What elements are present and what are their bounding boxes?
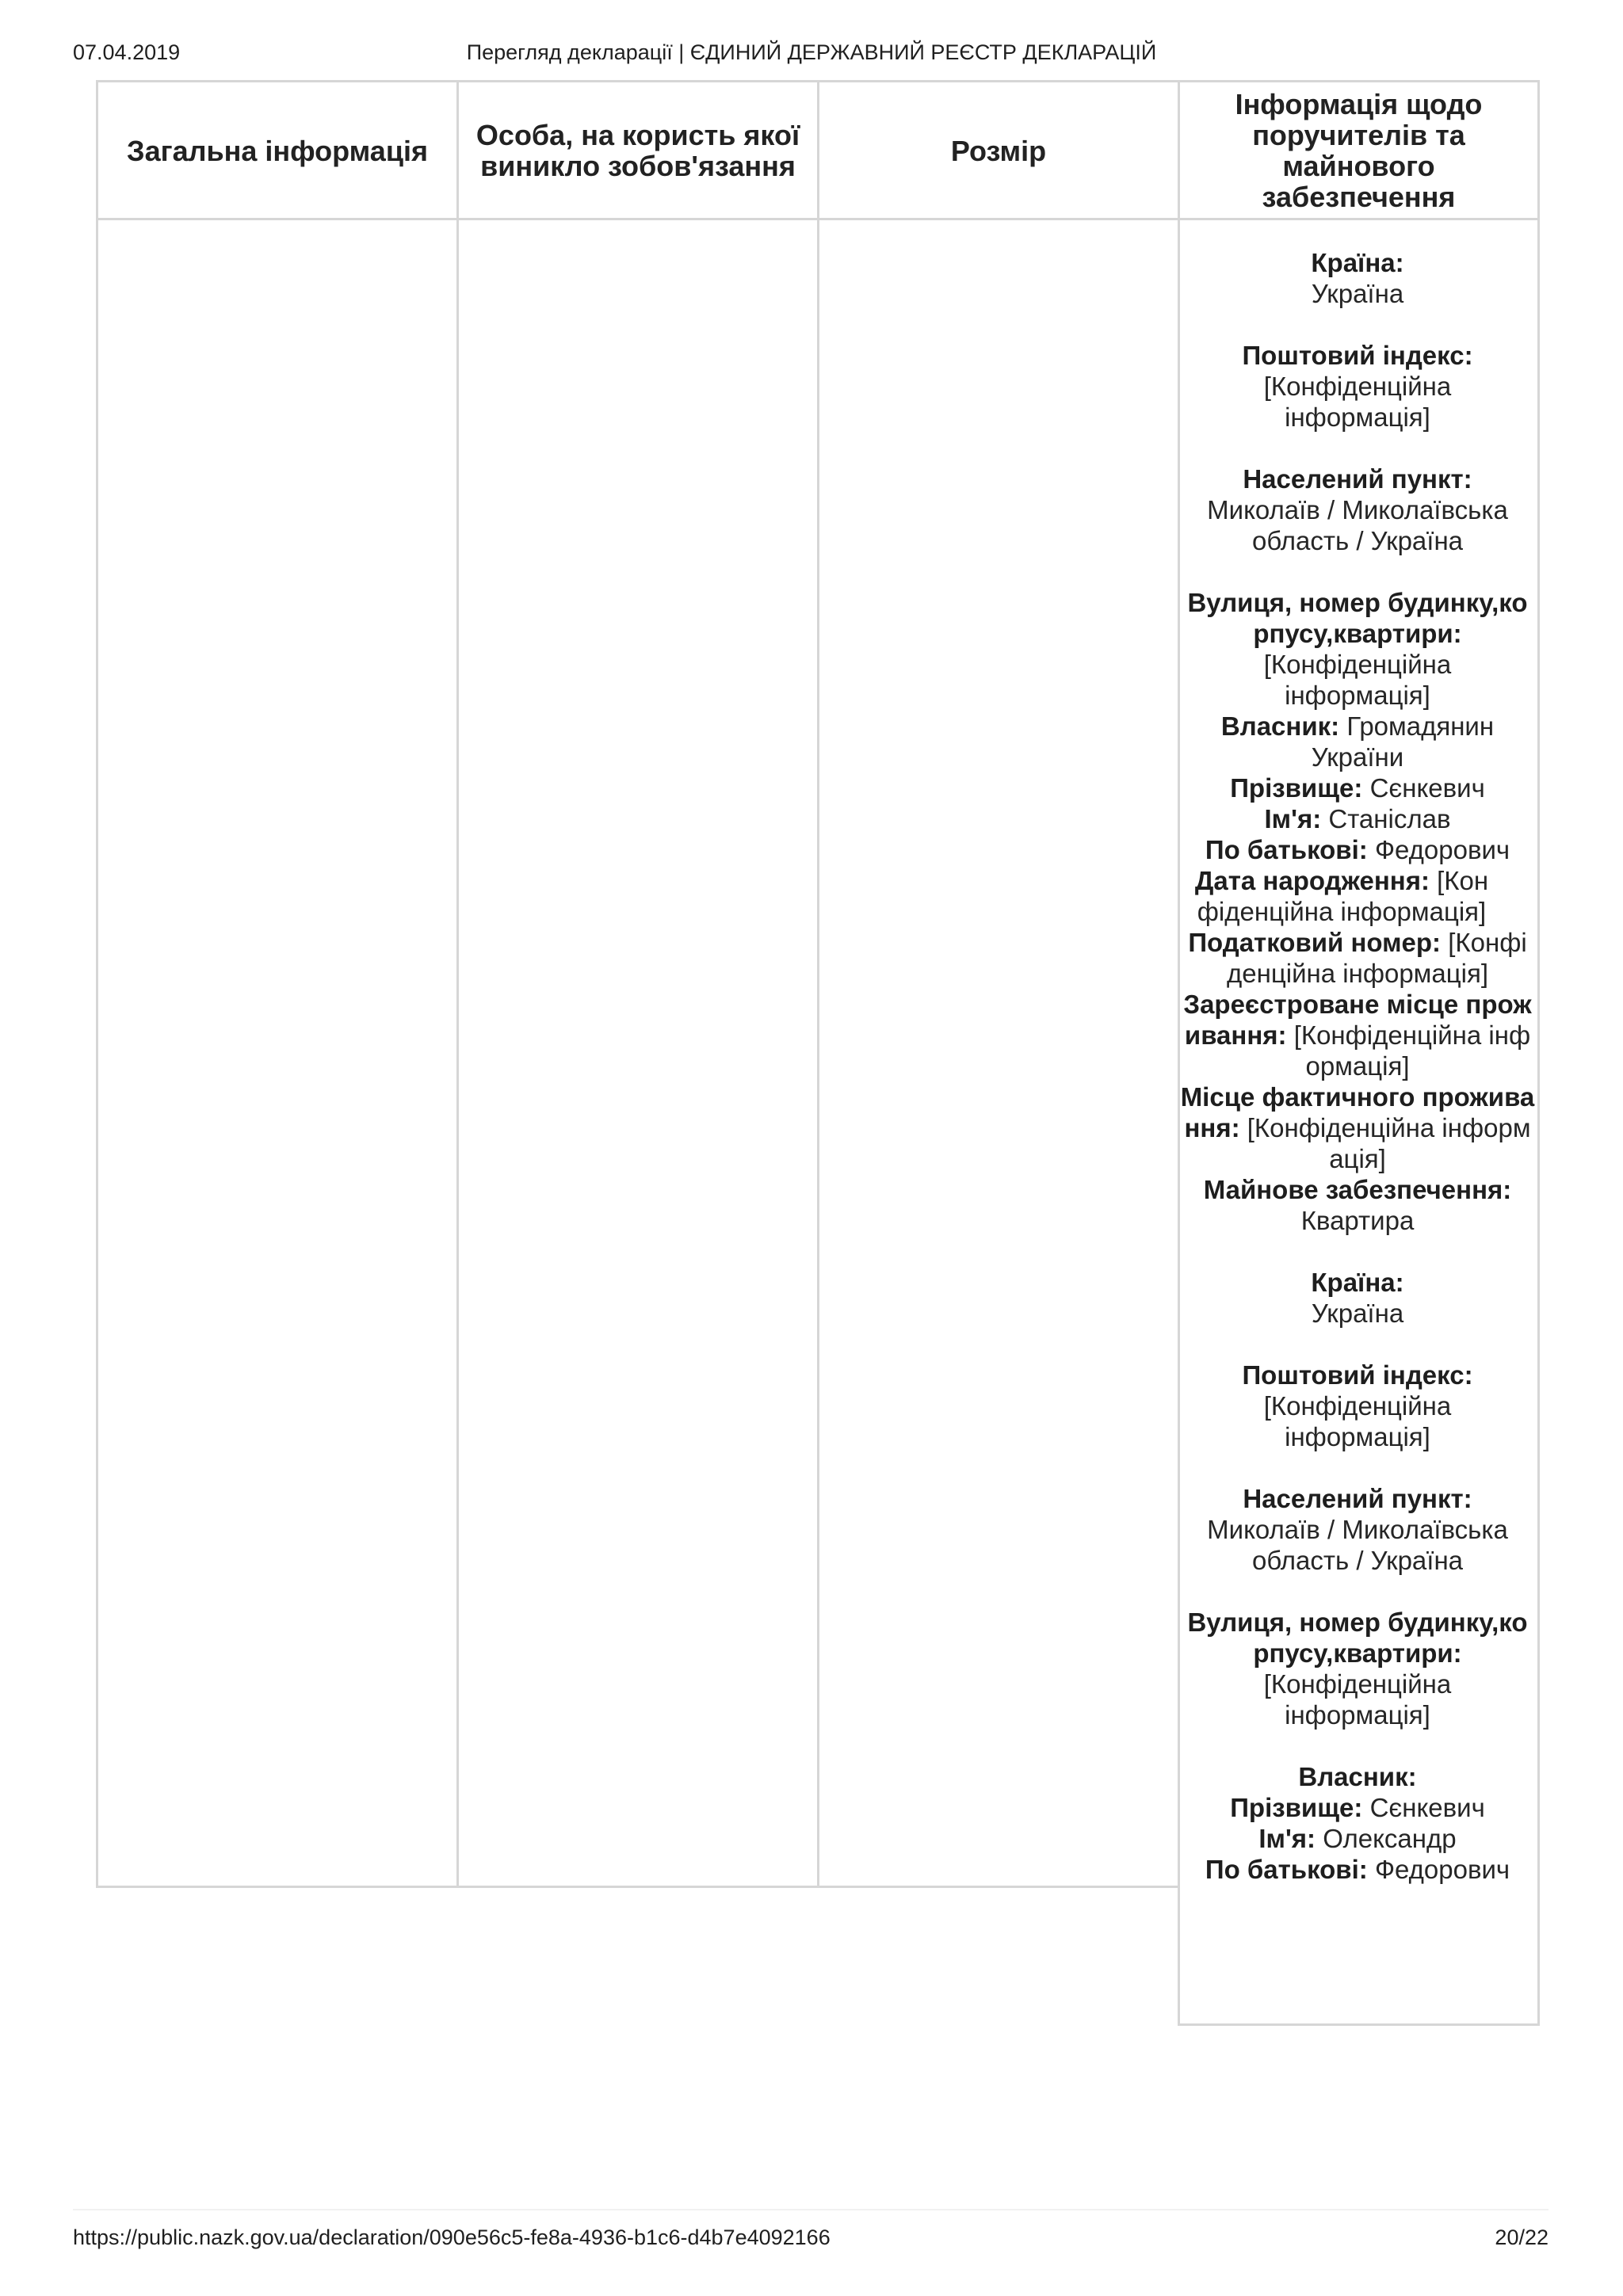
name-line xyxy=(1178,803,1537,834)
tax-label: Податковий номер: xyxy=(1188,928,1442,957)
source-url: https://public.nazk.gov.ua/declaration/090e56c5-fe8a-4936-b1c6-d4b7e4092166 xyxy=(73,2225,831,2249)
header-general-info-label: Загальна інформація xyxy=(127,134,428,167)
owner-label: Власник: xyxy=(1220,711,1340,741)
patronymic-label-2: По батькові: xyxy=(1205,1855,1368,1884)
birthdate-label: Дата народження: xyxy=(1194,866,1430,895)
page-number: 20/22 xyxy=(1495,2225,1549,2249)
birthdate-line xyxy=(1178,865,1537,927)
tax-line xyxy=(1178,927,1537,989)
actual-label: Місце фактичного проживання: xyxy=(1180,1082,1535,1142)
reg-label: Зареєстроване місце проживання: xyxy=(1183,990,1532,1050)
country-label-2: Країна: xyxy=(1311,1268,1404,1297)
footer-divider xyxy=(73,2209,1549,2210)
postcode-label: Поштовий індекс: xyxy=(1242,341,1473,370)
owner-line xyxy=(1178,711,1537,772)
surname-line-2 xyxy=(1178,1792,1537,1823)
print-date: 07.04.2019 xyxy=(73,40,181,64)
surname-line xyxy=(1178,772,1537,803)
locality-value-2: Миколаїв / Миколаївська область / Україна xyxy=(1207,1515,1508,1575)
postcode-label-2: Поштовий індекс: xyxy=(1242,1360,1473,1390)
table-col4-bottom xyxy=(1178,2023,1540,2026)
street-label: Вулиця, номер будинку,корпусу,квартири: xyxy=(1187,588,1528,648)
country-value: Україна xyxy=(1311,279,1404,308)
table-border-left xyxy=(96,80,98,1888)
name-value-2: Олександр xyxy=(1323,1824,1457,1853)
table-row-bottom xyxy=(96,1886,1180,1888)
locality-label: Населений пункт: xyxy=(1243,464,1472,494)
property-label: Майнове забезпечення: xyxy=(1203,1175,1512,1204)
surname-value: Сєнкевич xyxy=(1369,773,1485,803)
actual-value: [Конфіденційна інформація] xyxy=(1247,1113,1531,1173)
guarantee-info-cell xyxy=(1178,247,1537,1885)
name-value: Станіслав xyxy=(1328,804,1451,833)
patronymic-label: По батькові: xyxy=(1205,835,1368,864)
page-title: Перегляд декларації | ЄДИНИЙ ДЕРЖАВНИЙ РЕЄСТР ДЕКЛАРАЦІЙ xyxy=(466,40,1157,64)
table-divider-2 xyxy=(817,80,819,1888)
table-border-right xyxy=(1537,80,1540,2026)
owner-label-2: Власник: xyxy=(1298,1762,1417,1791)
patronymic-line xyxy=(1178,834,1537,865)
country-label: Країна: xyxy=(1311,248,1404,277)
owner-value: Громадянин України xyxy=(1311,711,1495,772)
locality-value: Миколаїв / Миколаївська область / Україна xyxy=(1207,495,1508,555)
actual-line xyxy=(1178,1081,1537,1174)
birthdate-value: [Конфіденційна інформація] xyxy=(1197,866,1489,926)
locality-label-2: Населений пункт: xyxy=(1243,1484,1472,1513)
name-label: Ім'я: xyxy=(1264,804,1322,833)
reg-value: [Конфіденційна інформація] xyxy=(1293,1020,1531,1081)
postcode-value: [Конфіденційна інформація] xyxy=(1263,372,1452,432)
property-value: Квартира xyxy=(1300,1206,1415,1235)
tax-value: [Конфіденційна інформація] xyxy=(1227,928,1527,988)
patronymic-value-2: Федорович xyxy=(1374,1855,1510,1884)
street-label-2: Вулиця, номер будинку,корпусу,квартири: xyxy=(1187,1608,1528,1668)
surname-label: Прізвище: xyxy=(1230,773,1363,803)
header-amount xyxy=(819,82,1178,219)
header-guarantee-info-label: Інформація щодо поручителів та майнового забезпечення xyxy=(1235,88,1483,213)
name-line-2 xyxy=(1178,1823,1537,1854)
table-divider-1 xyxy=(456,80,459,1888)
header-general-info xyxy=(98,82,456,219)
header-guarantee-info xyxy=(1180,82,1537,219)
street-value-2: [Конфіденційна інформація] xyxy=(1263,1669,1452,1730)
header-beneficiary xyxy=(459,82,817,219)
patronymic-value: Федорович xyxy=(1374,835,1510,864)
patronymic-line-2 xyxy=(1178,1854,1537,1885)
reg-line xyxy=(1178,989,1537,1081)
header-amount-label: Розмір xyxy=(950,134,1047,167)
street-value: [Конфіденційна інформація] xyxy=(1263,650,1452,710)
postcode-value-2: [Конфіденційна інформація] xyxy=(1263,1391,1452,1451)
surname-label-2: Прізвище: xyxy=(1230,1793,1363,1822)
country-value-2: Україна xyxy=(1311,1299,1404,1328)
header-beneficiary-label: Особа, на користь якої виникло зобов'язання xyxy=(475,119,800,182)
surname-value-2: Сєнкевич xyxy=(1369,1793,1485,1822)
name-label-2: Ім'я: xyxy=(1258,1824,1316,1853)
